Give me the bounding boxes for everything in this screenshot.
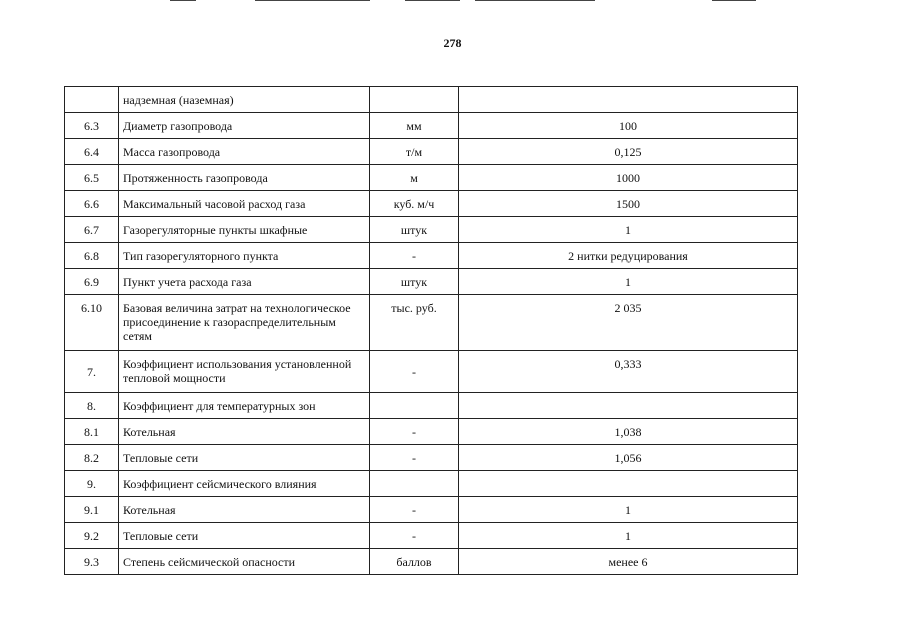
row-name: Пункт учета расхода газа [119,269,370,295]
row-number: 9. [65,471,119,497]
table-row [65,523,798,549]
row-value: 1 [459,497,798,523]
table-row [65,165,798,191]
row-value [459,87,798,113]
row-unit: - [370,243,459,269]
row-name: Максимальный часовой расход газа [119,191,370,217]
row-unit: баллов [370,549,459,575]
row-name: Базовая величина затрат на технологическое присоединение к газораспределительным сетям [119,295,370,351]
row-number: 6.8 [65,243,119,269]
table-row [65,243,798,269]
row-unit: - [370,523,459,549]
table-row [65,139,798,165]
table-row [65,497,798,523]
page-number: 278 [443,36,462,50]
row-value [459,393,798,419]
table-row [65,191,798,217]
row-value: 1 [459,217,798,243]
table-row [65,295,798,351]
table-row [65,393,798,419]
row-number: 7. [65,351,119,393]
row-unit: мм [370,113,459,139]
row-name: Степень сейсмической опасности [119,549,370,575]
row-number: 9.1 [65,497,119,523]
row-number: 6.4 [65,139,119,165]
row-number [65,87,119,113]
scan-artifact-line [255,0,370,1]
row-unit: т/м [370,139,459,165]
row-unit: куб. м/ч [370,191,459,217]
row-name: Котельная [119,497,370,523]
row-unit: - [370,351,459,393]
row-unit: штук [370,217,459,243]
row-name: Тепловые сети [119,523,370,549]
table-row [65,419,798,445]
row-value: 2 035 [459,295,798,351]
row-number: 6.3 [65,113,119,139]
row-name: Газорегуляторные пункты шкафные [119,217,370,243]
table-row [65,471,798,497]
row-name: Котельная [119,419,370,445]
row-number: 6.5 [65,165,119,191]
row-value: 0,333 [459,351,798,393]
row-number: 6.6 [65,191,119,217]
scan-artifact-line [475,0,595,1]
row-value: 1 [459,269,798,295]
row-value: менее 6 [459,549,798,575]
row-value [459,471,798,497]
table-row [65,549,798,575]
row-unit [370,471,459,497]
row-number: 6.7 [65,217,119,243]
row-unit: - [370,445,459,471]
row-name: Коэффициент использования установленной тепловой мощности [119,351,370,393]
row-value: 100 [459,113,798,139]
row-name: Тепловые сети [119,445,370,471]
scan-artifact-line [712,0,756,1]
row-number: 8.1 [65,419,119,445]
row-value: 1500 [459,191,798,217]
row-number: 8. [65,393,119,419]
row-value: 1 [459,523,798,549]
table-row [65,217,798,243]
scan-artifact-line [170,0,196,1]
row-name: Диаметр газопровода [119,113,370,139]
table-row [65,269,798,295]
row-number: 9.2 [65,523,119,549]
scan-artifact-line [405,0,460,1]
row-value: 2 нитки редуцирования [459,243,798,269]
row-number: 9.3 [65,549,119,575]
row-unit [370,87,459,113]
row-number: 6.9 [65,269,119,295]
row-name: Масса газопровода [119,139,370,165]
row-name: Протяженность газопровода [119,165,370,191]
row-name: Коэффициент сейсмического влияния [119,471,370,497]
row-name: Тип газорегуляторного пункта [119,243,370,269]
row-unit: тыс. руб. [370,295,459,351]
table-row [65,445,798,471]
specification-table [64,86,798,575]
row-number: 6.10 [65,295,119,351]
row-value: 0,125 [459,139,798,165]
row-name: Коэффициент для температурных зон [119,393,370,419]
table-row [65,351,798,393]
row-name: надземная (наземная) [119,87,370,113]
row-unit: - [370,419,459,445]
row-value: 1,056 [459,445,798,471]
row-unit: - [370,497,459,523]
row-number: 8.2 [65,445,119,471]
table-row [65,113,798,139]
row-unit [370,393,459,419]
row-value: 1,038 [459,419,798,445]
row-value: 1000 [459,165,798,191]
row-unit: штук [370,269,459,295]
row-unit: м [370,165,459,191]
table-row [65,87,798,113]
